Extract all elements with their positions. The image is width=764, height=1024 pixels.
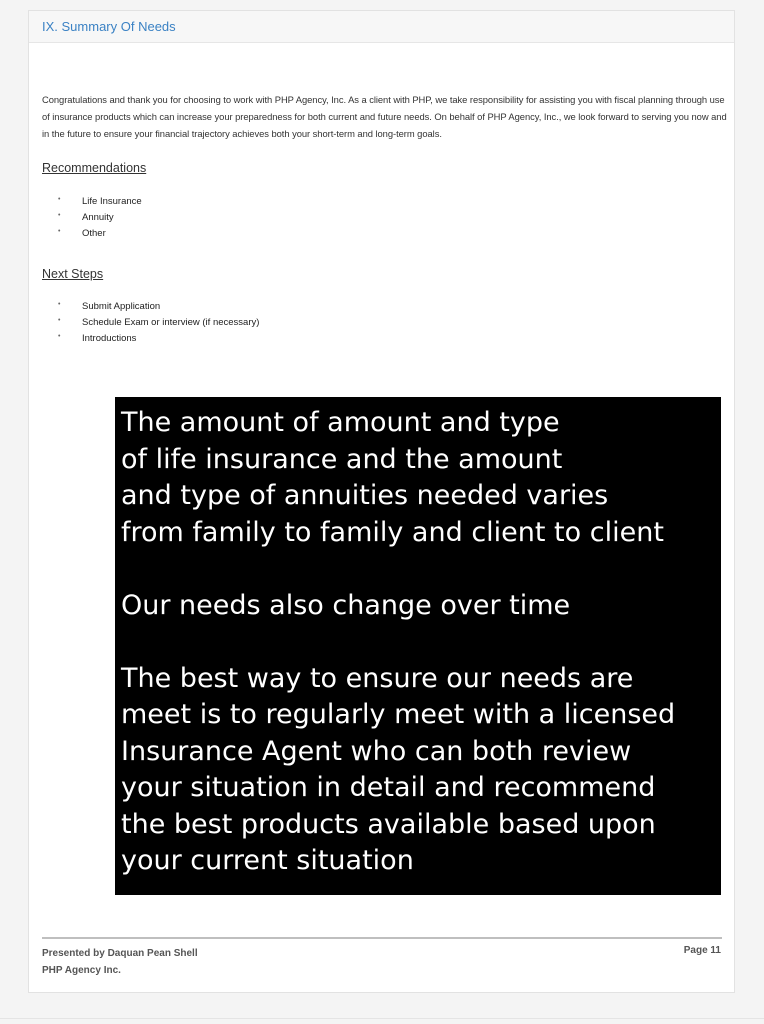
list-item: • Submit Application: [54, 299, 259, 315]
page-number: Page 11: [683, 945, 721, 956]
list-item: • Schedule Exam or interview (if necessary): [54, 315, 259, 331]
section-title: IX. Summary Of Needs: [42, 19, 176, 34]
next-steps-list: [54, 299, 259, 347]
bullet-icon: •: [58, 333, 61, 340]
list-item: • Life Insurance: [54, 194, 142, 210]
next-steps-heading: Next Steps: [42, 267, 104, 281]
footer-divider: [42, 937, 722, 939]
agency-name: PHP Agency Inc.: [42, 965, 121, 976]
list-item: • Other: [54, 226, 142, 242]
recommendations-heading: Recommendations: [42, 161, 147, 175]
presented-by: Presented by Daquan Pean Shell: [42, 948, 198, 959]
callout-paragraph: The best way to ensure our needs are meet is to regularly meet with a licensed Insurance Agent who can both review your situation in detail and recommend the best products available based upon your current situation: [121, 662, 676, 876]
bullet-icon: •: [58, 228, 61, 235]
section-header: [29, 11, 734, 43]
callout-paragraph: Our needs also change over time: [121, 589, 571, 621]
callout-paragraph: The amount of amount and type of life insurance and the amount and type of annuities needed varies from family to family and client to client: [121, 407, 664, 548]
bullet-icon: •: [58, 212, 61, 219]
document-page: [28, 10, 735, 993]
list-item: • Annuity: [54, 210, 142, 226]
footer-left: [42, 945, 198, 979]
list-item: • Introductions: [54, 331, 259, 347]
recommendations-list: [54, 194, 142, 242]
callout-box: [115, 397, 721, 895]
intro-paragraph: Congratulations and thank you for choosing to work with PHP Agency, Inc. As a client with PHP, we take responsibility for assisting you with fiscal planning through use of insurance products which can increase your preparedness for both current and future needs. On behalf of PHP Agency, Inc., we look forward to serving you now and in the future to ensure your financial trajectory achieves both your short-term and long-term goals.: [42, 94, 727, 139]
bullet-icon: •: [58, 196, 61, 203]
bullet-icon: •: [58, 317, 61, 324]
bullet-icon: •: [58, 301, 61, 308]
next-page-edge: [0, 1018, 764, 1019]
